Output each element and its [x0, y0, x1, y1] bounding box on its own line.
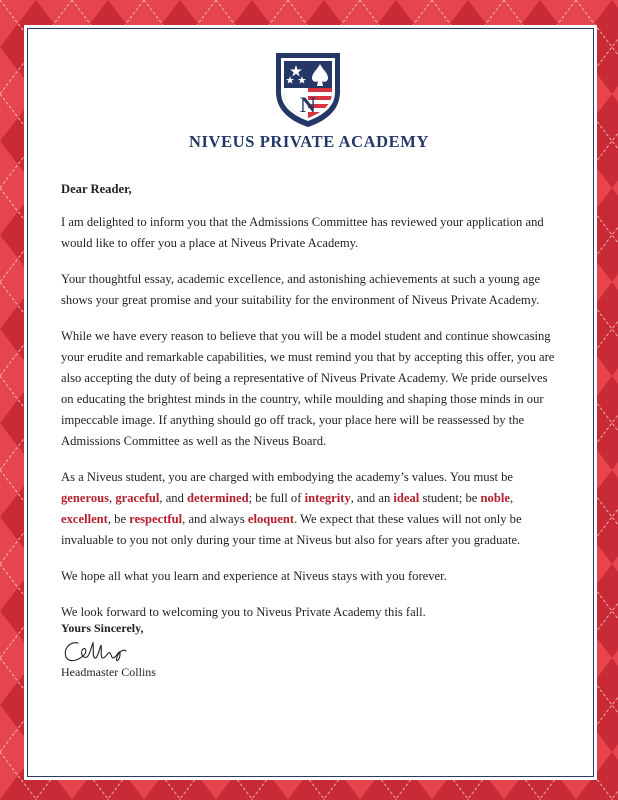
value-noble: noble: [480, 491, 510, 505]
paragraph-hope: We hope all what you learn and experience at Niveus stays with you forever.: [61, 569, 447, 583]
academy-crest-icon: [273, 50, 343, 128]
value-generous: generous: [61, 491, 110, 505]
values-text: . We expect that these values will not only be invaluable to you not only during your time at Niveus but also for years after you graduate.: [61, 512, 522, 547]
signature-icon: [60, 633, 138, 667]
values-text: As a Niveus student, you are charged with embodying the academy’s values. You must be: [61, 470, 514, 484]
closing: Yours Sincerely,: [61, 621, 144, 635]
value-respectful: respectful: [129, 512, 183, 526]
paragraph-values: [61, 467, 561, 551]
values-text: ,: [509, 491, 514, 505]
value-ideal: ideal: [393, 491, 420, 505]
value-eloquent: eloquent: [247, 512, 295, 526]
value-integrity: integrity: [304, 491, 351, 505]
letter-body: [61, 179, 561, 638]
academy-name: NIVEUS PRIVATE ACADEMY: [189, 132, 429, 151]
values-text: , and always: [182, 512, 248, 526]
svg-text:N: N: [300, 92, 316, 117]
salutation: Dear Reader,: [61, 182, 132, 196]
signer-name: Headmaster Collins: [61, 665, 156, 679]
values-text: , and an: [350, 491, 394, 505]
values-text: ,: [109, 491, 116, 505]
paragraph-duty: While we have every reason to believe that you will be a model student and continue showcasing your erudite and remarkable capabilities, we must remind you that by accepting this offer, you are also accepting the duty of being a representative of Niveus Private Academy. We pride ourselves on educating the brightest minds in the country, while moulding and shaping those minds in our impeccable image. If anything should go off track, your place here will be reassessed by the Admissions Committee as well as the Niveus Board.: [61, 329, 555, 448]
paragraph-offer: I am delighted to inform you that the Admissions Committee has reviewed your application and would like to offer you a place at Niveus Private Academy.: [61, 215, 544, 250]
value-excellent: excellent: [61, 512, 108, 526]
values-text: , and: [159, 491, 188, 505]
values-text: , be: [107, 512, 130, 526]
value-determined: determined: [187, 491, 249, 505]
paragraph-praise: Your thoughtful essay, academic excellence, and astonishing achievements at such a young age shows your great promise and your suitability for the environment of Niveus Private Academy.: [61, 272, 541, 307]
values-text: ; be full of: [248, 491, 305, 505]
values-text: student; be: [419, 491, 481, 505]
paragraph-welcome: We look forward to welcoming you to Niveus Private Academy this fall.: [61, 605, 426, 619]
value-graceful: graceful: [115, 491, 160, 505]
